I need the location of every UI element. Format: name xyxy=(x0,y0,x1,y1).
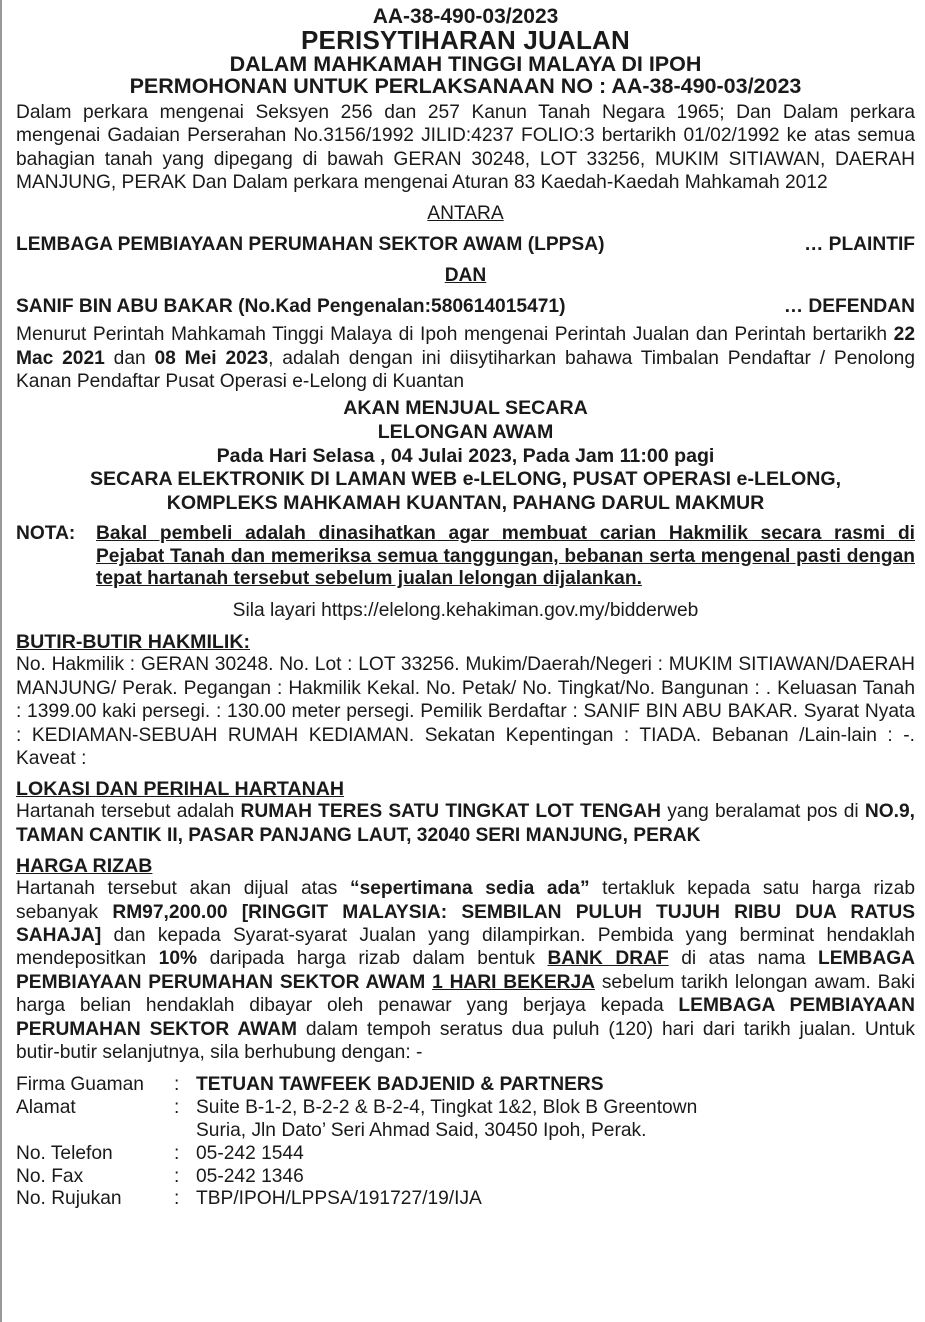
auction-line-1: AKAN MENJUAL SECARA xyxy=(343,397,588,420)
firm-row xyxy=(16,1074,915,1097)
fax-label: No. Fax xyxy=(16,1165,84,1187)
colon: : xyxy=(174,1097,180,1119)
fax-row xyxy=(16,1166,915,1189)
telephone-label: No. Telefon xyxy=(16,1142,113,1164)
harga-text xyxy=(16,877,915,1064)
defendant-role: … DEFENDAN xyxy=(783,296,915,318)
lokasi-heading: LOKASI DAN PERIHAL HARTANAH xyxy=(16,778,345,801)
payee-name: LEMBAGA PEMBIAYAAN PERUMAHAN SEKTOR AWAM xyxy=(16,948,916,993)
firm-name: TETUAN TAWFEEK BADJENID & PARTNERS xyxy=(196,1074,604,1096)
notice-header xyxy=(16,6,915,98)
address-label: Alamat xyxy=(16,1097,76,1119)
auction-venue-1: SECARA ELEKTRONIK DI LAMAN WEB e-LELONG, PUSAT OPERASI e-LELONG, xyxy=(89,468,842,491)
nota-text: Bakal pembeli adalah dinasihatkan agar membuat carian Hakmilik secara rasmi di Pejabat Tanah dan memeriksa semua tanggungan, bebanan serta mengenal pasti dengan tepat hartanah tersebut sebelum jualan lelongan dijalankan. xyxy=(96,523,915,590)
address-row xyxy=(16,1097,915,1143)
defendant-row xyxy=(16,295,915,318)
auction-venue-2: KOMPLEKS MAHKAMAH KUANTAN, PAHANG DARUL MAKMUR xyxy=(166,491,765,514)
reference-value: TBP/IPOH/LPPSA/191727/19/IJA xyxy=(196,1188,482,1210)
case-number: AA-38-490-03/2023 xyxy=(372,5,559,28)
colon: : xyxy=(174,1074,180,1096)
telephone-row xyxy=(16,1143,915,1166)
address-line-1: Suite B-1-2, B-2-2 & B-2-4, Tingkat 1&2, Blok B Greentown xyxy=(196,1097,698,1119)
address-value xyxy=(196,1097,915,1143)
antara-label: ANTARA xyxy=(427,203,504,225)
harga-plain: daripada harga rizab dalam bentuk xyxy=(197,948,548,970)
dan-label: DAN xyxy=(444,264,487,286)
property-address: NO.9, TAMAN CANTIK II, PASAR PANJANG LAUT, 32040 SERI MANJUNG, PERAK xyxy=(16,801,916,846)
harga-bold: “sepertimana sedia ada” xyxy=(349,878,590,900)
harga-plain: tertakluk kepada satu harga rizab sebanyak xyxy=(16,878,915,923)
order-text: dan xyxy=(104,347,155,369)
butir-text: No. Hakmilik : GERAN 30248. No. Lot : LOT 33256. Mukim/Daerah/Negeri : MUKIM SITIAWAN/DAERAH MANJUNG/ Perak. Pegangan : Hakmilik Kekal. No. Petak/ No. Tingkat/No. Bangunan : . Keluasan Tanah : 1399.00 kaki persegi. : 130.00 meter persegi. Pemilik Berdaftar : SANIF BIN ABU BAKAR. Syarat Nyata : KEDIAMAN-SEBUAH RUMAH KEDIAMAN. Sekatan Kepentingan : TIADA. Bebanan /Lain-lain : -. Kaveat : xyxy=(16,654,915,769)
telephone-value: 05-242 1544 xyxy=(196,1142,304,1164)
notice-title: PERISYTIHARAN JUALAN xyxy=(300,25,631,56)
nota-label: NOTA: xyxy=(16,523,76,545)
auction-date-time: Pada Hari Selasa , 04 Julai 2023, Pada Jam 11:00 pagi xyxy=(216,444,715,467)
order-text: , adalah dengan ini diisytiharkan bahawa Timbalan Pendaftar / Penolong Kanan Pendaftar Pusat Operasi e-Lelong di Kuantan xyxy=(16,347,915,393)
deposit-percent: 10% xyxy=(158,948,198,970)
colon: : xyxy=(174,1188,180,1210)
butir-heading: BUTIR-BUTIR HAKMILIK: xyxy=(16,631,250,654)
bank-draf: BANK DRAF xyxy=(547,948,669,970)
intro-paragraph: Dalam perkara mengenai Seksyen 256 dan 257 Kanun Tanah Negara 1965; Dan Dalam perkara mengenai Gadaian Perserahan No.3156/1992 JILID:4237 FOLIO:3 bertarikh 01/02/1992 ke atas semua bahagian tanah yang dipegang di bawah GERAN 30248, LOT 33256, MUKIM SITIAWAN, DAERAH MANJUNG, PERAK Dan Dalam perkara mengenai Aturan 83 Kaedah-Kaedah Mahkamah 2012 xyxy=(16,101,915,193)
court-name: DALAM MAHKAMAH TINGGI MALAYA DI IPOH xyxy=(229,51,702,76)
plaintiff-role: … PLAINTIF xyxy=(804,233,915,255)
harga-plain: dalam tempoh seratus dua puluh (120) hari dari tarikh jualan. Untuk butir-butir selanjutnya, sila berhubung dengan: - xyxy=(16,1018,915,1063)
auction-details xyxy=(16,397,915,515)
plaintiff-row xyxy=(16,233,915,256)
auction-line-2: LELONGAN AWAM xyxy=(377,421,554,444)
working-day: 1 HARI BEKERJA xyxy=(432,971,595,993)
harga-plain: sebelum tarikh lelongan awam. Baki harga belian hendaklah dibayar oleh penawar yang berjaya kepada xyxy=(16,971,915,1017)
nota-block xyxy=(16,523,915,591)
defendant-name: SANIF BIN ABU BAKAR (No.Kad Pengenalan:580614015471) xyxy=(16,296,566,318)
bidder-website: Sila layari https://elelong.kehakiman.gov.my/bidderweb xyxy=(232,599,699,621)
order-date-2: 08 Mei 2023 xyxy=(154,347,269,369)
lokasi-text xyxy=(16,800,915,847)
reference-row xyxy=(16,1188,915,1211)
address-line-2: Suria, Jln Dato’ Seri Ahmad Said, 30450 Ipoh, Perak. xyxy=(196,1119,647,1141)
colon: : xyxy=(174,1142,180,1164)
harga-plain: dan kepada Syarat-syarat Jualan yang dilampirkan. Pembida yang berminat hendaklah mendepositkan xyxy=(16,924,915,970)
colon: : xyxy=(174,1165,180,1187)
order-date-1: 22 Mac 2021 xyxy=(16,324,915,369)
payee-name: LEMBAGA PEMBIAYAAN PERUMAHAN SEKTOR AWAM xyxy=(16,995,915,1040)
plaintiff-name: LEMBAGA PEMBIAYAAN PERUMAHAN SEKTOR AWAM (LPPSA) xyxy=(16,233,605,255)
property-type: RUMAH TERES SATU TINGKAT LOT TENGAH xyxy=(240,801,662,823)
fax-value: 05-242 1346 xyxy=(196,1165,304,1187)
lokasi-plain: Hartanah tersebut adalah xyxy=(16,801,241,823)
lokasi-plain: yang beralamat pos di xyxy=(661,801,865,823)
harga-plain: di atas nama xyxy=(668,948,819,970)
reference-label: No. Rujukan xyxy=(16,1188,122,1210)
reserve-price: RM97,200.00 [RINGGIT MALAYSIA: SEMBILAN PULUH TUJUH RIBU DUA RATUS SAHAJA] xyxy=(16,901,915,946)
order-paragraph xyxy=(16,323,915,393)
firm-label: Firma Guaman xyxy=(16,1074,144,1096)
harga-plain: Hartanah tersebut akan dijual atas xyxy=(16,878,350,900)
application-number: PERMOHONAN UNTUK PERLAKSANAAN NO : AA-38-490-03/2023 xyxy=(129,73,802,98)
order-text: Menurut Perintah Mahkamah Tinggi Malaya di Ipoh mengenai Perintah Jualan dan Perintah bertarikh xyxy=(16,324,894,346)
contact-block xyxy=(16,1074,915,1211)
harga-heading: HARGA RIZAB xyxy=(16,855,153,878)
